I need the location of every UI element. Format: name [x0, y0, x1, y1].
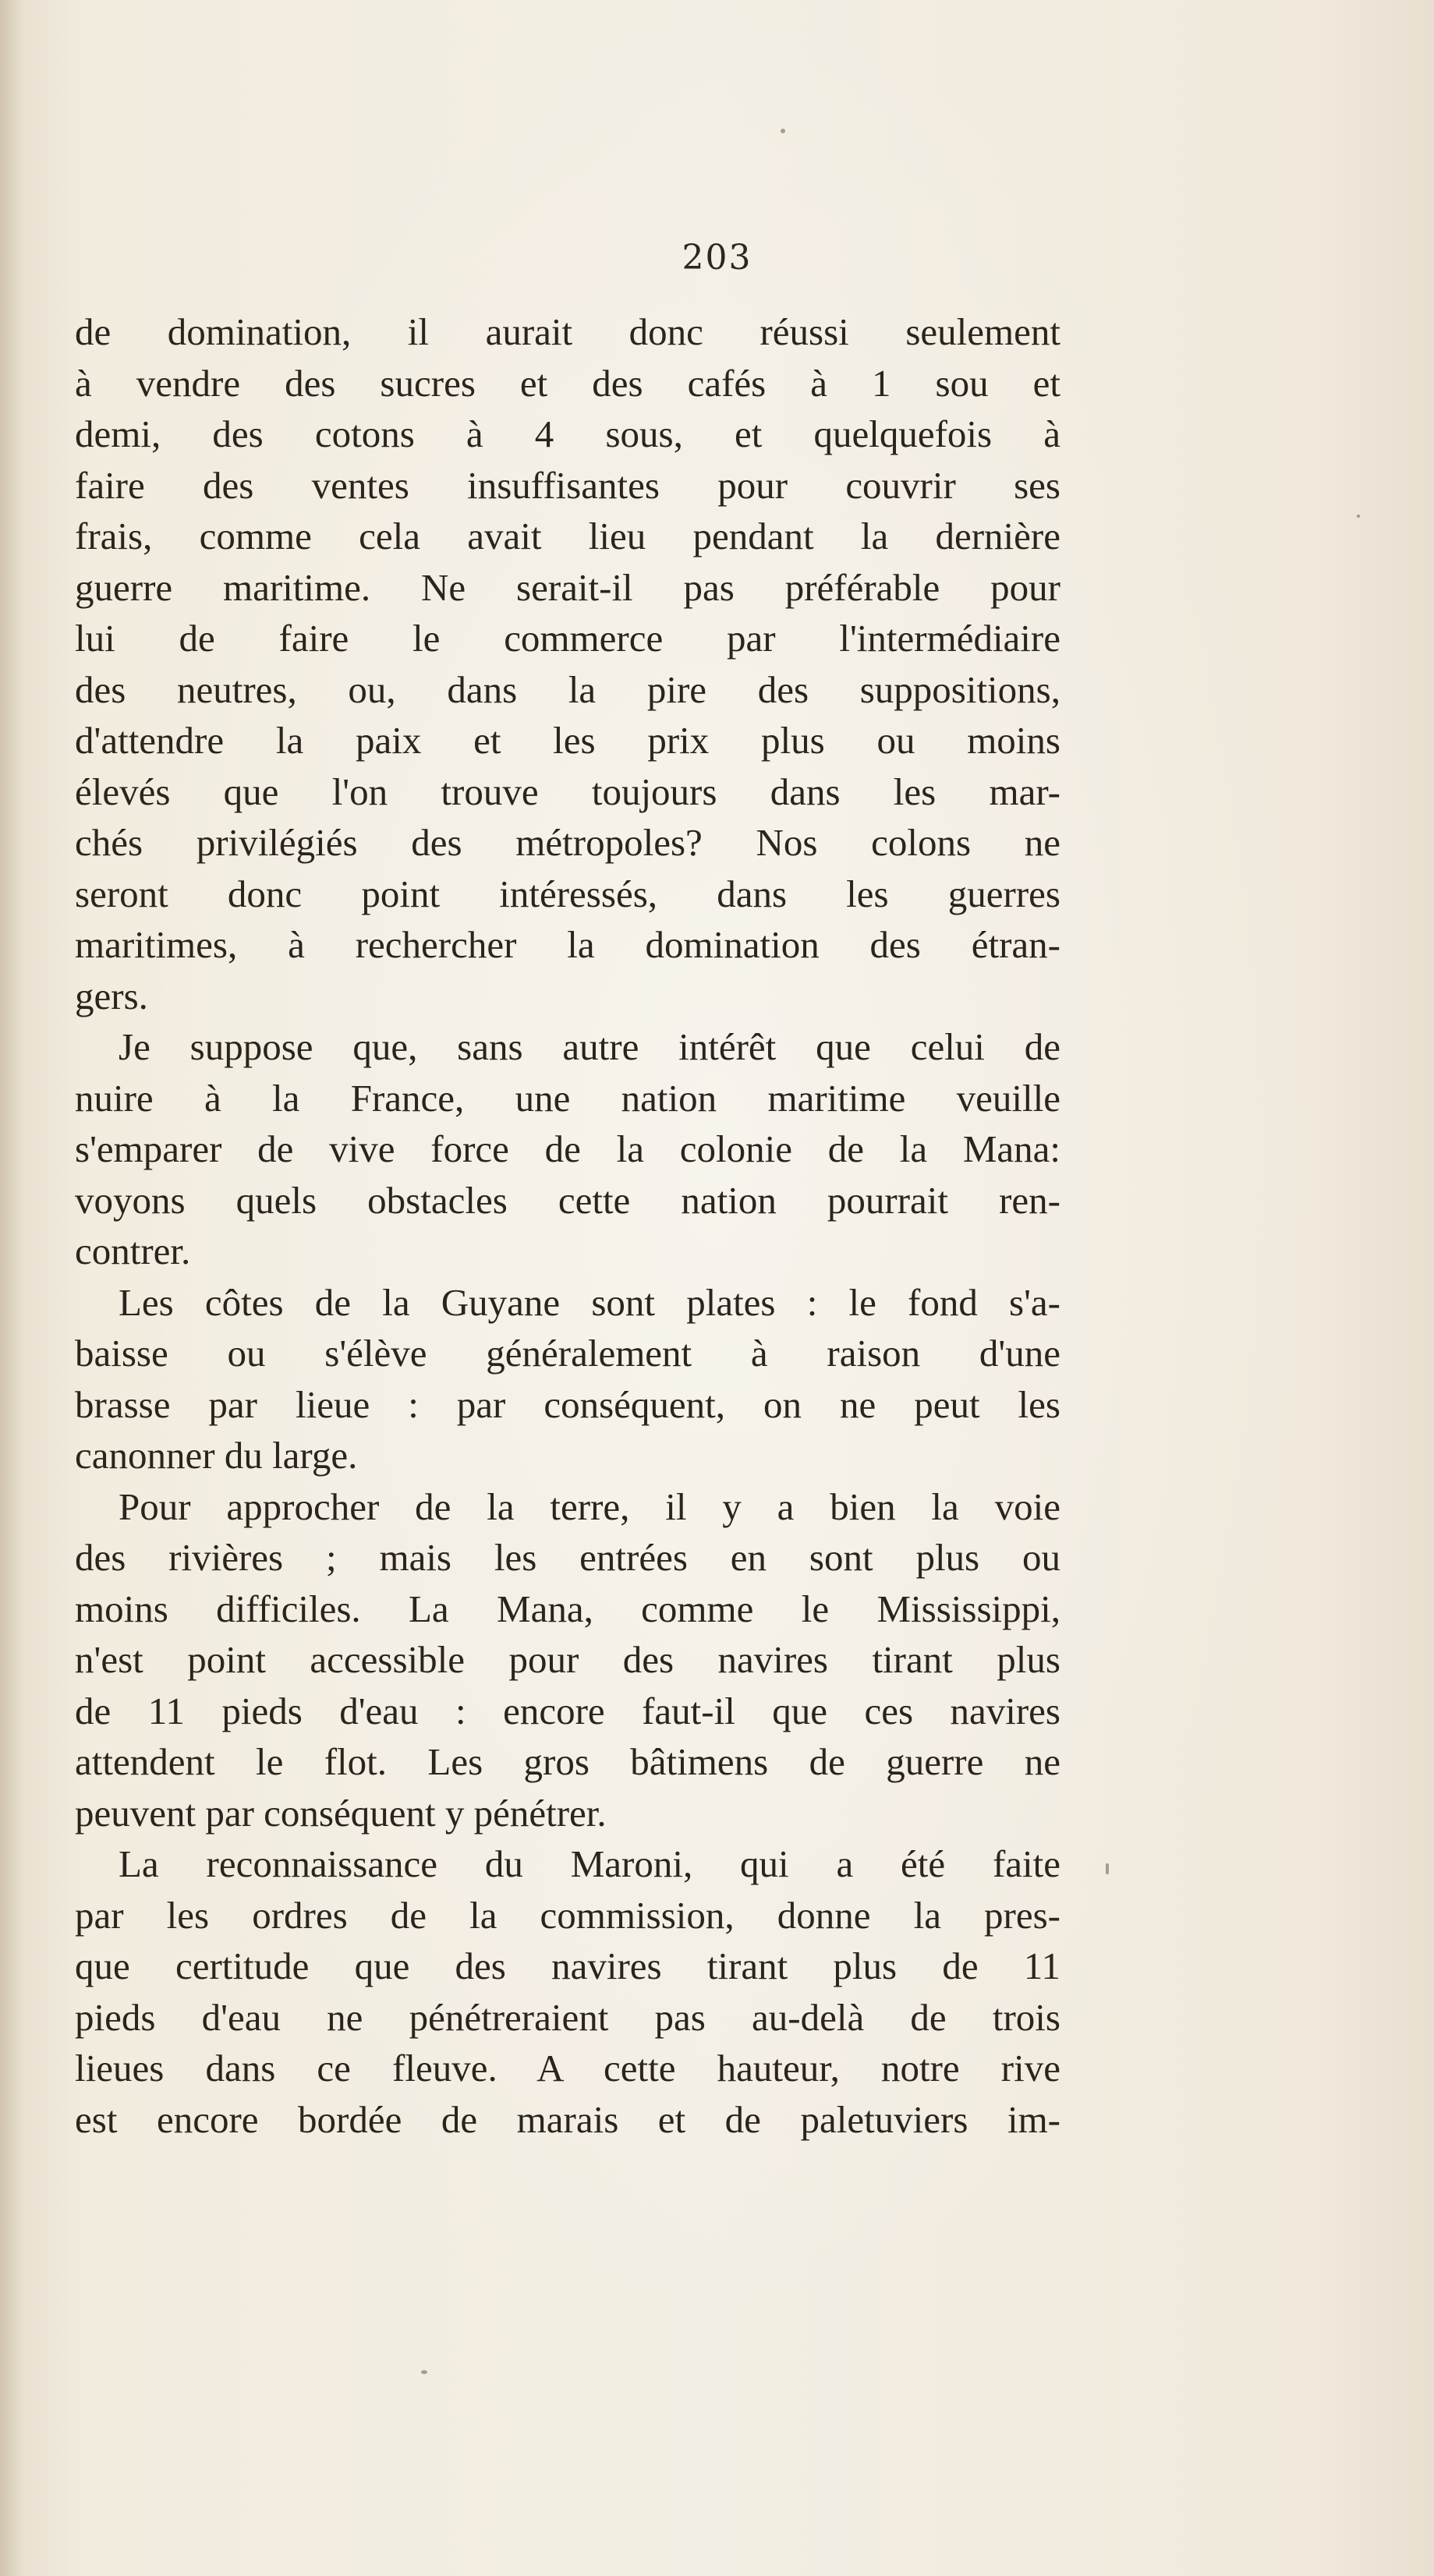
text-line: frais, comme cela avait lieu pendant la dernière [75, 515, 1060, 557]
text-line: Pour approcher de la terre, il y a bien la voie [119, 1484, 1060, 1528]
paper-speck [421, 2370, 427, 2374]
page-edge-shadow [0, 0, 23, 2576]
text-line: faire des ventes insuffisantes pour couvrir ses [75, 463, 1060, 507]
paragraph-2 [75, 1021, 1060, 1277]
text-line: attendent le flot. Les gros bâtimens de guerre ne [75, 1740, 1060, 1783]
text-line: que certitude que des navires tirant plus de 11 [75, 1944, 1060, 1987]
text-line: guerre maritime. Ne serait-il pas préférable pour [75, 565, 1060, 609]
text-line: Je suppose que, sans autre intérêt que celui de [119, 1025, 1060, 1068]
text-line: maritimes, à rechercher la domination des étran- [75, 923, 1060, 966]
text-line: contrer. [75, 1230, 191, 1272]
paragraph-1 [75, 306, 1060, 1021]
text-line: d'attendre la paix et les prix plus ou moins [75, 719, 1060, 762]
text-line: moins difficiles. La Mana, comme le Mississippi, [75, 1587, 1060, 1630]
text-line: de domination, il aurait donc réussi seulement [75, 310, 1060, 353]
paper-speck [781, 129, 785, 133]
text-line: pieds d'eau ne pénétreraient pas au-delà de trois [75, 1995, 1060, 2039]
page-number: 203 [682, 238, 752, 278]
text-line: lui de faire le commerce par l'intermédiaire [75, 617, 1060, 660]
text-line: gers. [75, 974, 148, 1017]
text-line: des rivières ; mais les entrées en sont plus ou [75, 1536, 1060, 1579]
paragraph-5 [75, 1838, 1060, 2145]
paragraph-3 [75, 1277, 1060, 1481]
paper-speck [1106, 1863, 1109, 1874]
text-line: n'est point accessible pour des navires tirant plus [75, 1638, 1060, 1681]
text-line: lieues dans ce fleuve. A cette hauteur, notre rive [75, 2047, 1060, 2089]
text-line: s'emparer de vive force de la colonie de la Mana: [75, 1127, 1060, 1170]
text-line: par les ordres de la commission, donne la pres- [75, 1893, 1060, 1937]
body-text [75, 306, 1060, 2145]
text-line: chés privilégiés des métropoles? Nos colons ne [75, 821, 1060, 864]
text-line: peuvent par conséquent y pénétrer. [75, 1791, 607, 1835]
text-line: demi, des cotons à 4 sous, et quelquefois à [75, 412, 1060, 455]
paragraph-4 [75, 1481, 1060, 1839]
text-line: à vendre des sucres et des cafés à 1 sou et [75, 361, 1060, 405]
text-line: canonner du large. [75, 1434, 358, 1477]
text-line: Les côtes de la Guyane sont plates : le fond s'a- [119, 1280, 1060, 1324]
text-line: élevés que l'on trouve toujours dans les mar- [75, 770, 1060, 813]
text-line: seront donc point intéressés, dans les guerres [75, 872, 1060, 915]
paper-speck [1357, 515, 1360, 518]
text-line: brasse par lieue : par conséquent, on ne peut les [75, 1382, 1060, 1426]
text-line: des neutres, ou, dans la pire des suppositions, [75, 667, 1060, 711]
text-line: nuire à la France, une nation maritime veuille [75, 1076, 1060, 1120]
text-line: de 11 pieds d'eau : encore faut-il que ces navires [75, 1689, 1060, 1732]
text-line: est encore bordée de marais et de paletuviers im- [75, 2097, 1060, 2141]
text-line: baisse ou s'élève généralement à raison d'une [75, 1332, 1060, 1375]
text-line: La reconnaissance du Maroni, qui a été faite [119, 1842, 1060, 1885]
text-line: voyons quels obstacles cette nation pourrait ren- [75, 1178, 1060, 1222]
